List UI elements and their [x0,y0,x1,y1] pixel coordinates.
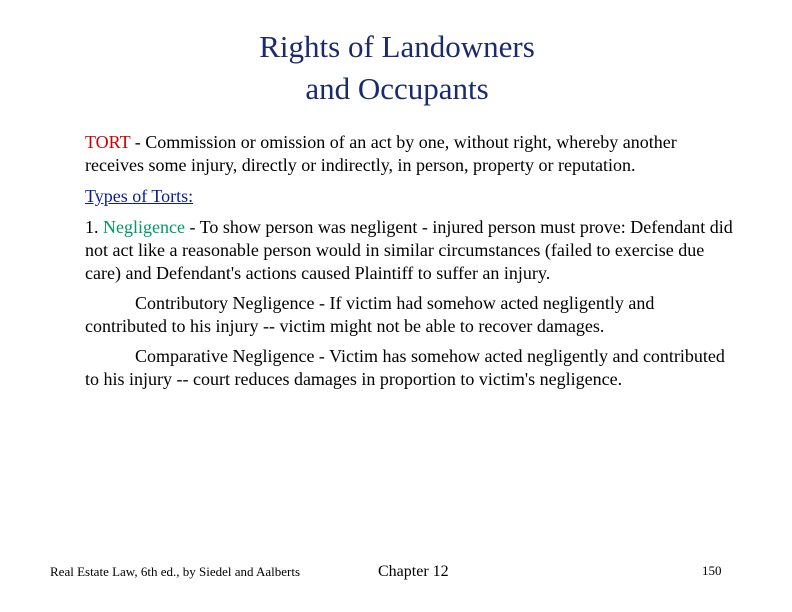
contributory-negligence-paragraph: Contributory Negligence - If victim had somehow acted negligently and contributed to his injury -- victim might not be able to recover damages. [85,293,655,336]
slide-title [0,26,792,110]
tort-term: TORT [85,132,131,152]
slide-footer [0,563,792,583]
negligence-term: Negligence [103,217,185,237]
types-of-torts-heading: Types of Torts: [85,186,194,206]
tort-definition-paragraph [85,131,735,177]
footer-chapter: Chapter 12 [378,563,449,580]
negligence-text: - To show person was negligent - injured person must prove: Defendant did not act like a reasonable person would in similar circumstances (failed to exercise due care) and Defendant's actions caused Plaintiff to suffer an injury. [85,217,733,283]
footer-page-number: 150 [702,563,722,578]
slide-title-line-2: and Occupants [305,71,489,106]
negligence-paragraph [85,216,735,285]
types-of-torts-heading-paragraph [85,185,735,208]
tort-definition-text: - Commission or omission of an act by one, without right, whereby another receives some injury, directly or indirectly, in person, property or reputation. [85,132,677,175]
comparative-negligence-paragraph: Comparative Negligence - Victim has somehow acted negligently and contributed to his injury -- court reduces damages in proportion to victim's negligence. [85,346,725,389]
footer-source: Real Estate Law, 6th ed., by Siedel and Aalberts [50,564,301,579]
slide-body [85,131,735,391]
slide-title-line-1: Rights of Landowners [259,29,535,64]
negligence-number: 1. [85,217,103,237]
